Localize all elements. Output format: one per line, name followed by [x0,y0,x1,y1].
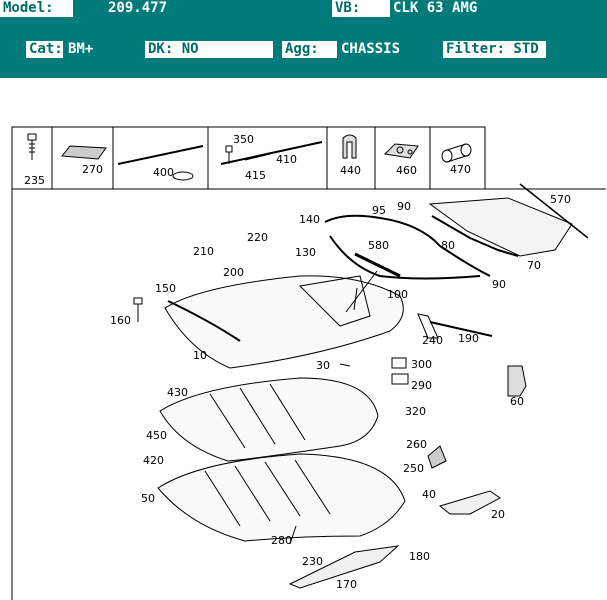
vb-value: CLK 63 AMG [393,0,478,16]
dk-field[interactable]: DK: NO [145,41,273,58]
callout-250: 250 [403,462,424,475]
callout-80: 80 [441,239,455,252]
legend-labels [24,133,471,187]
callout-30: 30 [316,359,330,372]
legend-label-270: 270 [82,163,103,176]
callout-150: 150 [155,282,176,295]
callout-180: 180 [409,550,430,563]
lower-roof-panel [158,454,405,541]
agg-value: CHASSIS [341,41,401,57]
callout-430: 430 [167,386,188,399]
callout-280: 280 [271,534,292,547]
callout-40: 40 [422,488,436,501]
callout-420: 420 [143,454,164,467]
callout-20: 20 [491,508,505,521]
callout-210: 210 [193,245,214,258]
filter-field[interactable]: Filter: STD [443,41,546,58]
headliner-panel [160,378,378,461]
callout-320: 320 [405,405,426,418]
clip-icon [343,135,356,158]
callout-60: 60 [510,395,524,408]
pad-icon [62,146,106,159]
legend-label-460: 460 [396,164,417,177]
callout-190: 190 [458,332,479,345]
legend-label-350: 350 [233,133,254,146]
vehicle-info-header [0,0,607,78]
legend-label-415: 415 [245,169,266,182]
callout-90-right: 90 [492,278,506,291]
bolt-icon [28,134,36,160]
vb-label: VB: [332,0,390,17]
legend-label-235: 235 [24,174,45,187]
callout-160: 160 [110,314,131,327]
callout-90-top: 90 [397,200,411,213]
callout-130: 130 [295,246,316,259]
callout-170: 170 [336,578,357,591]
cat-value: BM+ [68,41,94,57]
callout-450: 450 [146,429,167,442]
model-value: 209.477 [108,0,168,16]
legend-label-470: 470 [450,163,471,176]
parts-exploded-diagram [0,126,607,600]
legend-label-410: 410 [276,153,297,166]
cat-label: Cat: [26,41,63,58]
callout-570: 570 [550,193,571,206]
callout-300: 300 [411,358,432,371]
callout-200: 200 [223,266,244,279]
callout-70: 70 [527,259,541,272]
callout-50: 50 [141,492,155,505]
callout-240: 240 [422,334,443,347]
sleeve-icon [442,144,471,162]
callout-580: 580 [368,239,389,252]
legend-label-400: 400 [153,166,174,179]
callout-290: 290 [411,379,432,392]
callout-95: 95 [372,204,386,217]
callout-260: 260 [406,438,427,451]
legend-label-440: 440 [340,164,361,177]
callout-220: 220 [247,231,268,244]
agg-label: Agg: [282,41,337,58]
model-label: Model: [0,0,73,17]
bolt-160-icon [134,298,142,322]
bracket-icon [385,144,418,158]
callout-230: 230 [302,555,323,568]
callout-100: 100 [387,288,408,301]
callout-140: 140 [299,213,320,226]
callout-10: 10 [193,349,207,362]
